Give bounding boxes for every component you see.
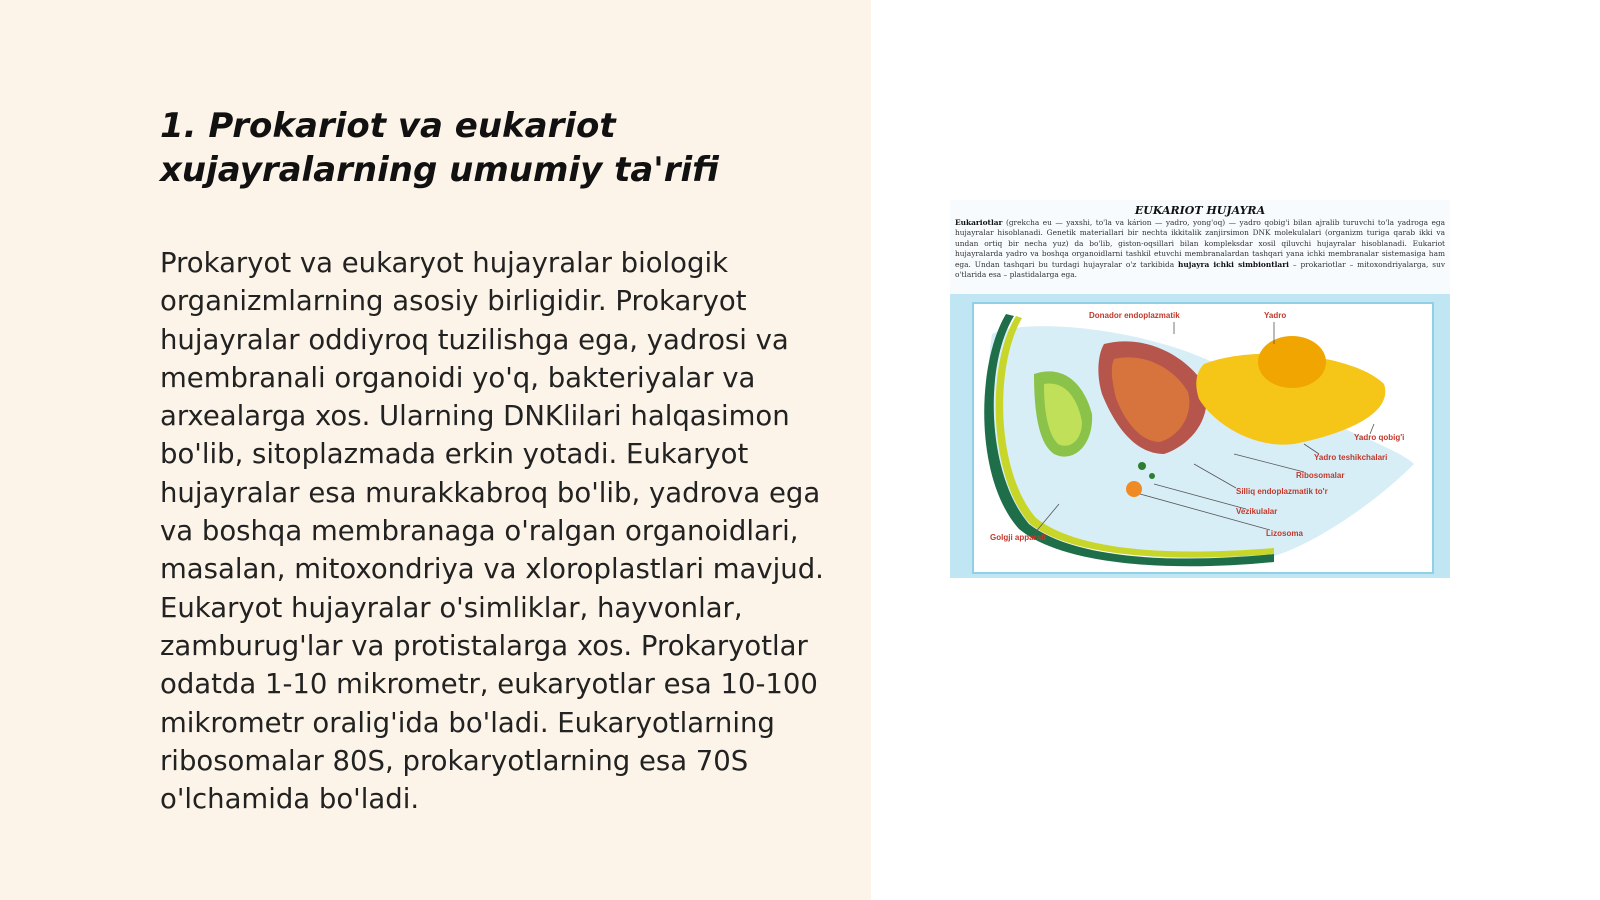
- vesicle-shape-2: [1149, 473, 1155, 479]
- eukaryote-cell-figure: [950, 200, 1450, 578]
- slide-title: 1. Prokariot va eukariot xujayralarning umumiy ta'rifi: [160, 106, 719, 190]
- caption-tail: – prokariotlar – mitoxondriyalarga, suv o'tlarida esa – plastidalarga ega.: [955, 259, 1445, 280]
- figure-header: [950, 200, 1450, 294]
- label-nuclear-envelope: Yadro qobig'i: [1354, 433, 1405, 442]
- label-golgi: Golgji apparati: [990, 533, 1047, 542]
- label-lysosome: Lizosoma: [1266, 529, 1303, 538]
- cell-diagram-frame: [972, 302, 1434, 574]
- figure-title: EUKARIOT HUJAYRA: [1134, 204, 1266, 217]
- slide-body-text: Prokaryot va eukaryot hujayralar biologik organizmlarning asosiy birligidir. Prokaryot hujayralar oddiyroq tuzilishga ega, yadrosi va membranali organoidi yo'q, bakteriyalar va arxealarga xos. Ularning DNKlilari halqasimon bo'lib, sitoplazmada erkin yotadi. Eukaryot hujayralar esa murakkabroq bo'lib, yadrova ega va boshqa membranaga o'ralgan organoidlari, masalan, mitoxondriya va xloroplastlari mavjud. Eukaryot hujayralar o'simliklar, hayvonlar, zamburug'lar va protistalarga xos. Prokaryotlar odatda 1-10 mikrometr, eukaryotlar esa 10-100 mikrometr oralig'ida bo'ladi. Eukaryotlarning ribosomalar 80S, prokaryotlarning esa 70S o'lchamida bo'ladi.: [160, 247, 824, 816]
- nucleolus-shape: [1258, 336, 1326, 388]
- lysosome-shape: [1126, 481, 1142, 497]
- label-nucleus: Yadro: [1264, 311, 1287, 320]
- label-ribosomes: Ribosomalar: [1296, 471, 1345, 480]
- caption-term: Eukariotlar: [955, 218, 1003, 227]
- cell-diagram: [974, 304, 1432, 572]
- label-vesicles: Vezikulalar: [1236, 507, 1278, 516]
- vesicle-shape: [1138, 462, 1146, 470]
- figure-caption: [955, 218, 1445, 280]
- caption-text: (grekcha eu — yaxshi, to'la va kárion — yadro, yong'oq) — yadro qobig'i bilan ajralib turuvchi to'la yadroga ega hujayralar hisoblanadi. Genetik materiallari bir nechta ikkitalik zanjirsimon DNK molekulalari (organizm turiga qarab ikki va undan ortiq bir necha yuz) da bo'lib, giston-oqsillari bilan kompleksdar xosil qiluvchi hujayralar hisoblanadi. Eukariot hujayralarda yadro va boshqa organoidlarni tashkil etuvchi membranalardan tashqari yana ichki membranalar sistemasiga ham ega. Undan tashqari bu turdagi hujayralar o'z tarkibida: [955, 218, 1445, 269]
- label-smooth-er: Silliq endoplazmatik to'r: [1236, 487, 1328, 496]
- caption-bold: hujayra ichki simbiontlari: [1178, 259, 1289, 269]
- label-rough-er: Donador endoplazmatik: [1089, 311, 1180, 320]
- label-nuclear-pores: Yadro teshikchalari: [1314, 453, 1388, 462]
